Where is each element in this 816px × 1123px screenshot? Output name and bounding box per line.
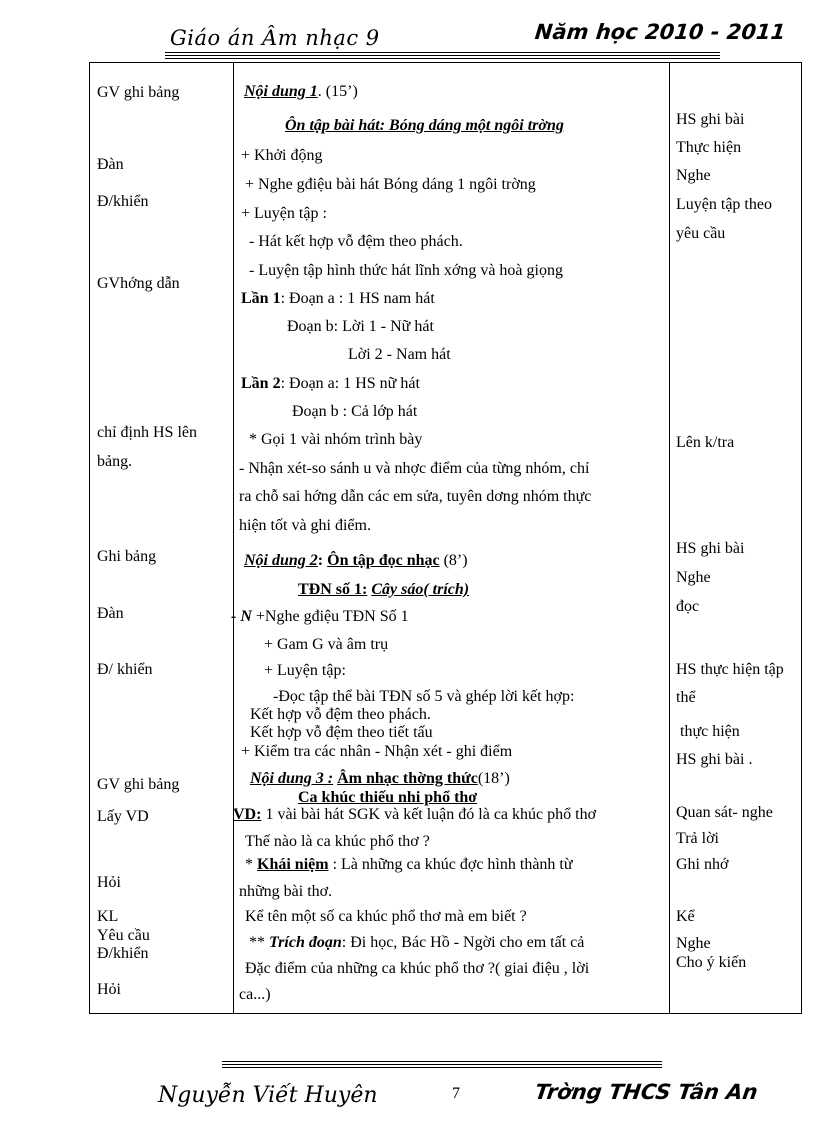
student-activity: thực hiện — [680, 723, 740, 740]
student-activity: Ghi nhớ — [676, 856, 729, 873]
section-3-heading: Nội dung 3 : Âm nhạc thờng thức(18’) — [250, 770, 510, 787]
header-title: Giáo án Âm nhạc 9 — [170, 26, 380, 50]
student-activity: Thực hiện — [676, 139, 742, 156]
content-line: + Luyện tập: — [264, 662, 346, 679]
page-number: 7 — [452, 1085, 460, 1102]
student-activity: HS thực hiện tập — [676, 661, 784, 678]
teacher-activity: Đ/khiển — [97, 945, 149, 962]
content-line: * Gọi 1 vài nhóm trình bày — [249, 431, 423, 448]
student-activity: HS ghi bài — [676, 111, 745, 128]
teacher-activity: GV ghi bảng — [97, 776, 180, 793]
student-activity: Nghe — [676, 569, 711, 586]
footer-author: Nguyễn Viết Huyên — [158, 1083, 378, 1108]
student-activity: yêu cầu — [676, 225, 726, 242]
teacher-activity: bảng. — [97, 453, 133, 470]
content-line: Lần 2: Đoạn a: 1 HS nữ hát — [241, 375, 420, 392]
student-activity: HS ghi bài — [676, 540, 745, 557]
teacher-activity: Lấy VD — [97, 808, 149, 825]
content-line: ** Trích đoạn: Đi học, Bác Hồ - Ngời cho em tất cả — [249, 934, 585, 951]
content-line: Kết hợp vỗ đệm theo tiết tấu — [250, 724, 433, 741]
student-activity: đọc — [676, 598, 700, 615]
footer-rule — [222, 1064, 662, 1065]
content-line: + Khởi động — [241, 147, 323, 164]
content-line: - Luyện tập hình thức hát lĩnh xớng và hoà giọng — [249, 262, 563, 279]
section-3-subtitle: Ca khúc thiếu nhi phổ thơ — [298, 789, 478, 806]
content-line: + Nghe gđiệu bài hát Bóng dáng 1 ngôi trờng — [245, 176, 536, 193]
content-line: Lần 1: Đoạn a : 1 HS nam hát — [241, 290, 435, 307]
content-line: + Luyện tập : — [241, 205, 327, 222]
student-activity: Cho ý kiến — [676, 954, 747, 971]
content-line: Thế nào là ca khúc phổ thơ ? — [245, 833, 430, 850]
content-line: VD: 1 vài bài hát SGK và kết luận đó là ca khúc phổ thơ — [233, 806, 597, 823]
student-activity: Quan sát- nghe — [676, 804, 773, 821]
header-rule — [165, 52, 720, 53]
content-line: - N +Nghe gđiệu TĐN Số 1 — [231, 608, 409, 625]
teacher-activity: chỉ định HS lên — [97, 424, 197, 441]
footer-school: Trờng THCS Tân An — [533, 1080, 760, 1104]
student-activity: HS ghi bài . — [676, 751, 753, 768]
teacher-activity: GVhớng dẫn — [97, 275, 180, 292]
content-line: ca...) — [239, 986, 271, 1003]
content-line: - Hát kết hợp vỗ đệm theo phách. — [249, 233, 463, 250]
content-line: Kết hợp vỗ đệm theo phách. — [250, 706, 431, 723]
content-line: * Khái niệm : Là những ca khúc đợc hình thành từ — [245, 856, 573, 873]
content-line: - Nhận xét-so sánh u và nhợc điểm của từng nhóm, chỉ — [239, 460, 590, 477]
footer-rule — [222, 1067, 662, 1068]
student-activity: thể — [676, 689, 696, 706]
content-line: Lời 2 - Nam hát — [348, 346, 451, 363]
content-line: Kể tên một số ca khúc phổ thơ mà em biết ? — [245, 908, 527, 925]
teacher-activity: Đ/ khiển — [97, 661, 153, 678]
teacher-activity: Yêu cầu — [97, 927, 150, 944]
student-activity: Nghe — [676, 167, 711, 184]
student-activity: Trả lời — [676, 830, 719, 847]
teacher-activity: Hỏi — [97, 981, 121, 998]
content-line: Đoạn b : Cả lớp hát — [292, 403, 418, 420]
student-activity: Nghe — [676, 935, 711, 952]
student-activity: Luyện tập theo — [676, 196, 772, 213]
teacher-activity: KL — [97, 908, 119, 925]
header-rule — [165, 55, 720, 56]
header-school-year: Năm học 2010 - 2011 — [533, 20, 787, 44]
teacher-activity: Đàn — [97, 156, 124, 173]
section-2-heading: Nội dung 2: Ôn tập đọc nhạc (8’) — [244, 552, 468, 569]
content-line: + Gam G và âm trụ — [264, 636, 389, 653]
content-line: Đoạn b: Lời 1 - Nữ hát — [287, 318, 434, 335]
student-activity: Lên k/tra — [676, 434, 735, 451]
content-line: Đặc điểm của những ca khúc phổ thơ ?( giai điệu , lời — [245, 960, 590, 977]
footer-rule — [222, 1061, 662, 1062]
teacher-activity: Hỏi — [97, 874, 121, 891]
section-1-heading: Nội dung 1. (15’) — [244, 83, 358, 100]
section-1-title: Ôn tập bài hát: Bóng dáng một ngôi trờng — [285, 117, 564, 134]
teacher-activity: Ghi bảng — [97, 548, 157, 565]
content-line: những bài thơ. — [239, 883, 333, 900]
content-line: hiện tốt và ghi điểm. — [239, 517, 371, 534]
teacher-activity: Đ/khiển — [97, 193, 149, 210]
column-divider — [669, 62, 670, 1014]
header-rule — [165, 58, 720, 59]
column-divider — [233, 62, 234, 1014]
student-activity: Kể — [676, 908, 695, 925]
content-line: -Đọc tập thể bài TĐN số 5 và ghép lời kết hợp: — [273, 688, 575, 705]
teacher-activity: GV ghi bảng — [97, 84, 180, 101]
section-2-subtitle: TĐN số 1: Cây sáo( trích) — [298, 581, 470, 598]
content-line: ra chỗ sai hớng dẫn các em sửa, tuyên dơng nhóm thực — [239, 488, 592, 505]
teacher-activity: Đàn — [97, 605, 124, 622]
content-line: + Kiểm tra các nhân - Nhận xét - ghi điểm — [241, 743, 513, 760]
